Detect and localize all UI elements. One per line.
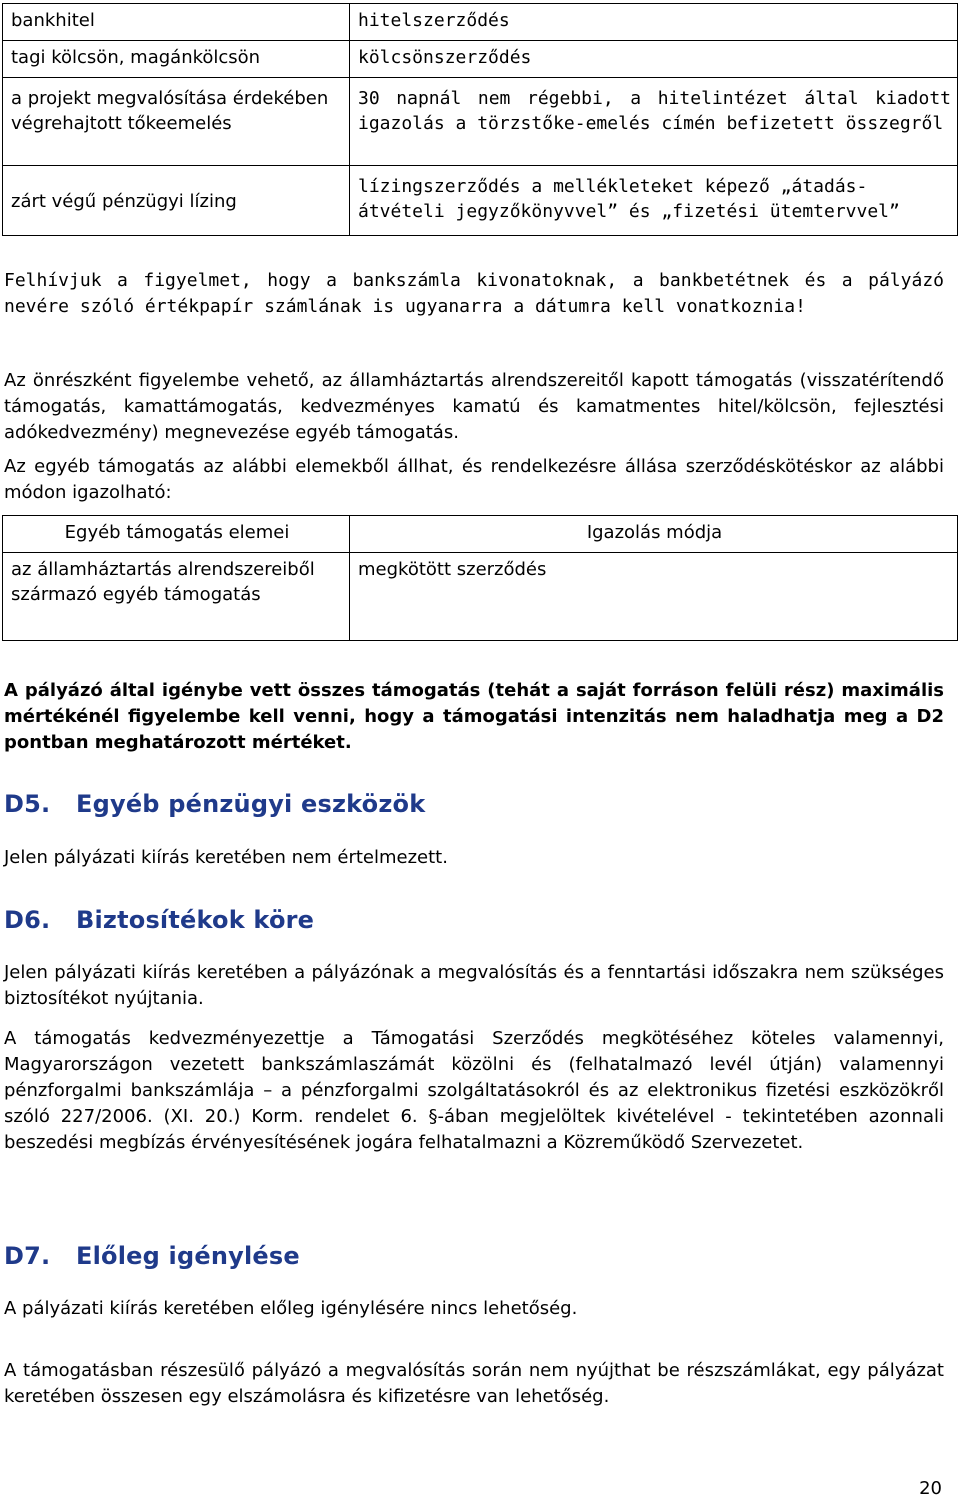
other-support-table xyxy=(2,515,958,641)
table-cell: kölcsönszerződés xyxy=(350,41,958,78)
section-title: Előleg igénylése xyxy=(76,1242,300,1270)
d6-paragraph-bank-accounts: A támogatás kedvezményezettje a Támogatási Szerződés megkötéséhez köteles valamennyi, Magyarországon vezetett bankszámlaszámát közölni és (felhatalmazó levél útján) valamennyi pénzforgalmi bankszámlája – a pénzforgalmi szolgáltatásokról és az elektronikus fizetési eszközökről szóló 227/2006. (XI. 20.) Korm. rendelet 6. §-ában megjelöltek kivételével - tekintetében azonnali beszedési megbízás érvényesítésének jogára felhatalmazni a Közreműködő Szervezetet. xyxy=(4,1028,944,1153)
own-part-paragraph: Az önrészként figyelembe vehető, az államháztartás alrendszereitől kapott támogatás (visszatérítendő támogatás, kamattámogatás, kedvezményes kamatú és kamatmentes hitel/kölcsön, fejlesztési adókedvezmény) megnevezése egyéb támogatás. xyxy=(4,370,944,443)
section-number: D7. xyxy=(4,1242,51,1270)
table-row xyxy=(3,41,958,78)
section-heading-d6 xyxy=(4,906,314,934)
table-header-cell: Igazolás módja xyxy=(350,516,958,553)
d5-paragraph: Jelen pályázati kiírás keretében nem értelmezett. xyxy=(4,847,448,868)
table-row xyxy=(3,78,958,166)
table-row xyxy=(3,4,958,41)
section-heading-d5 xyxy=(4,790,425,818)
max-intensity-paragraph: A pályázó által igénybe vett összes támogatás (tehát a saját forráson felüli rész) maximális mértékénél figyelembe kell venni, hogy a támogatási intenzitás nem haladhatja meg a D2 pontban meghatározott mértéket. xyxy=(4,680,944,753)
table-cell: megkötött szerződés xyxy=(350,553,958,641)
section-number: D6. xyxy=(4,906,51,934)
d7-paragraph-advance: A pályázati kiírás keretében előleg igénylésére nincs lehetőség. xyxy=(4,1298,578,1319)
table-cell: az államháztartás alrendszereiből származó egyéb támogatás xyxy=(3,553,350,641)
section-title: Biztosítékok köre xyxy=(76,906,315,934)
page-number: 20 xyxy=(919,1478,942,1499)
section-heading-d7 xyxy=(4,1242,300,1270)
table-cell: lízingszerződés a mellékleteket képező „átadás-átvételi jegyzőkönyvvel” és „fizetési ütemtervvel” xyxy=(350,166,958,236)
table-row xyxy=(3,553,958,641)
attention-paragraph: Felhívjuk a figyelmet, hogy a bankszámla kivonatoknak, a bankbetétnek és a pályázó nevére szóló értékpapír számlának is ugyanarra a dátumra kell vonatkoznia! xyxy=(4,270,944,317)
financing-sources-table xyxy=(2,3,958,236)
table-cell: a projekt megvalósítása érdekében végrehajtott tőkeemelés xyxy=(3,78,350,166)
table-cell: 30 napnál nem régebbi, a hitelintézet által kiadott igazolás a törzstőke-emelés címén befizetett összegről xyxy=(350,78,958,166)
d6-paragraph-guarantee: Jelen pályázati kiírás keretében a pályázónak a megvalósítás és a fenntartási időszakra nem szükséges biztosítékot nyújtania. xyxy=(4,962,944,1009)
table-cell: zárt végű pénzügyi lízing xyxy=(3,166,350,236)
table-header-cell: Egyéb támogatás elemei xyxy=(3,516,350,553)
section-title: Egyéb pénzügyi eszközök xyxy=(76,790,426,818)
table-cell: hitelszerződés xyxy=(350,4,958,41)
table-row xyxy=(3,166,958,236)
table-header-row xyxy=(3,516,958,553)
other-support-paragraph: Az egyéb támogatás az alábbi elemekből állhat, és rendelkezésre állása szerződéskötéskor az alábbi módon igazolható: xyxy=(4,456,944,503)
section-number: D5. xyxy=(4,790,51,818)
d7-paragraph-invoices: A támogatásban részesülő pályázó a megvalósítás során nem nyújthat be részszámlákat, egy pályázat keretében összesen egy elszámolásra és kifizetésre van lehetőség. xyxy=(4,1360,944,1407)
table-cell: bankhitel xyxy=(3,4,350,41)
table-cell: tagi kölcsön, magánkölcsön xyxy=(3,41,350,78)
